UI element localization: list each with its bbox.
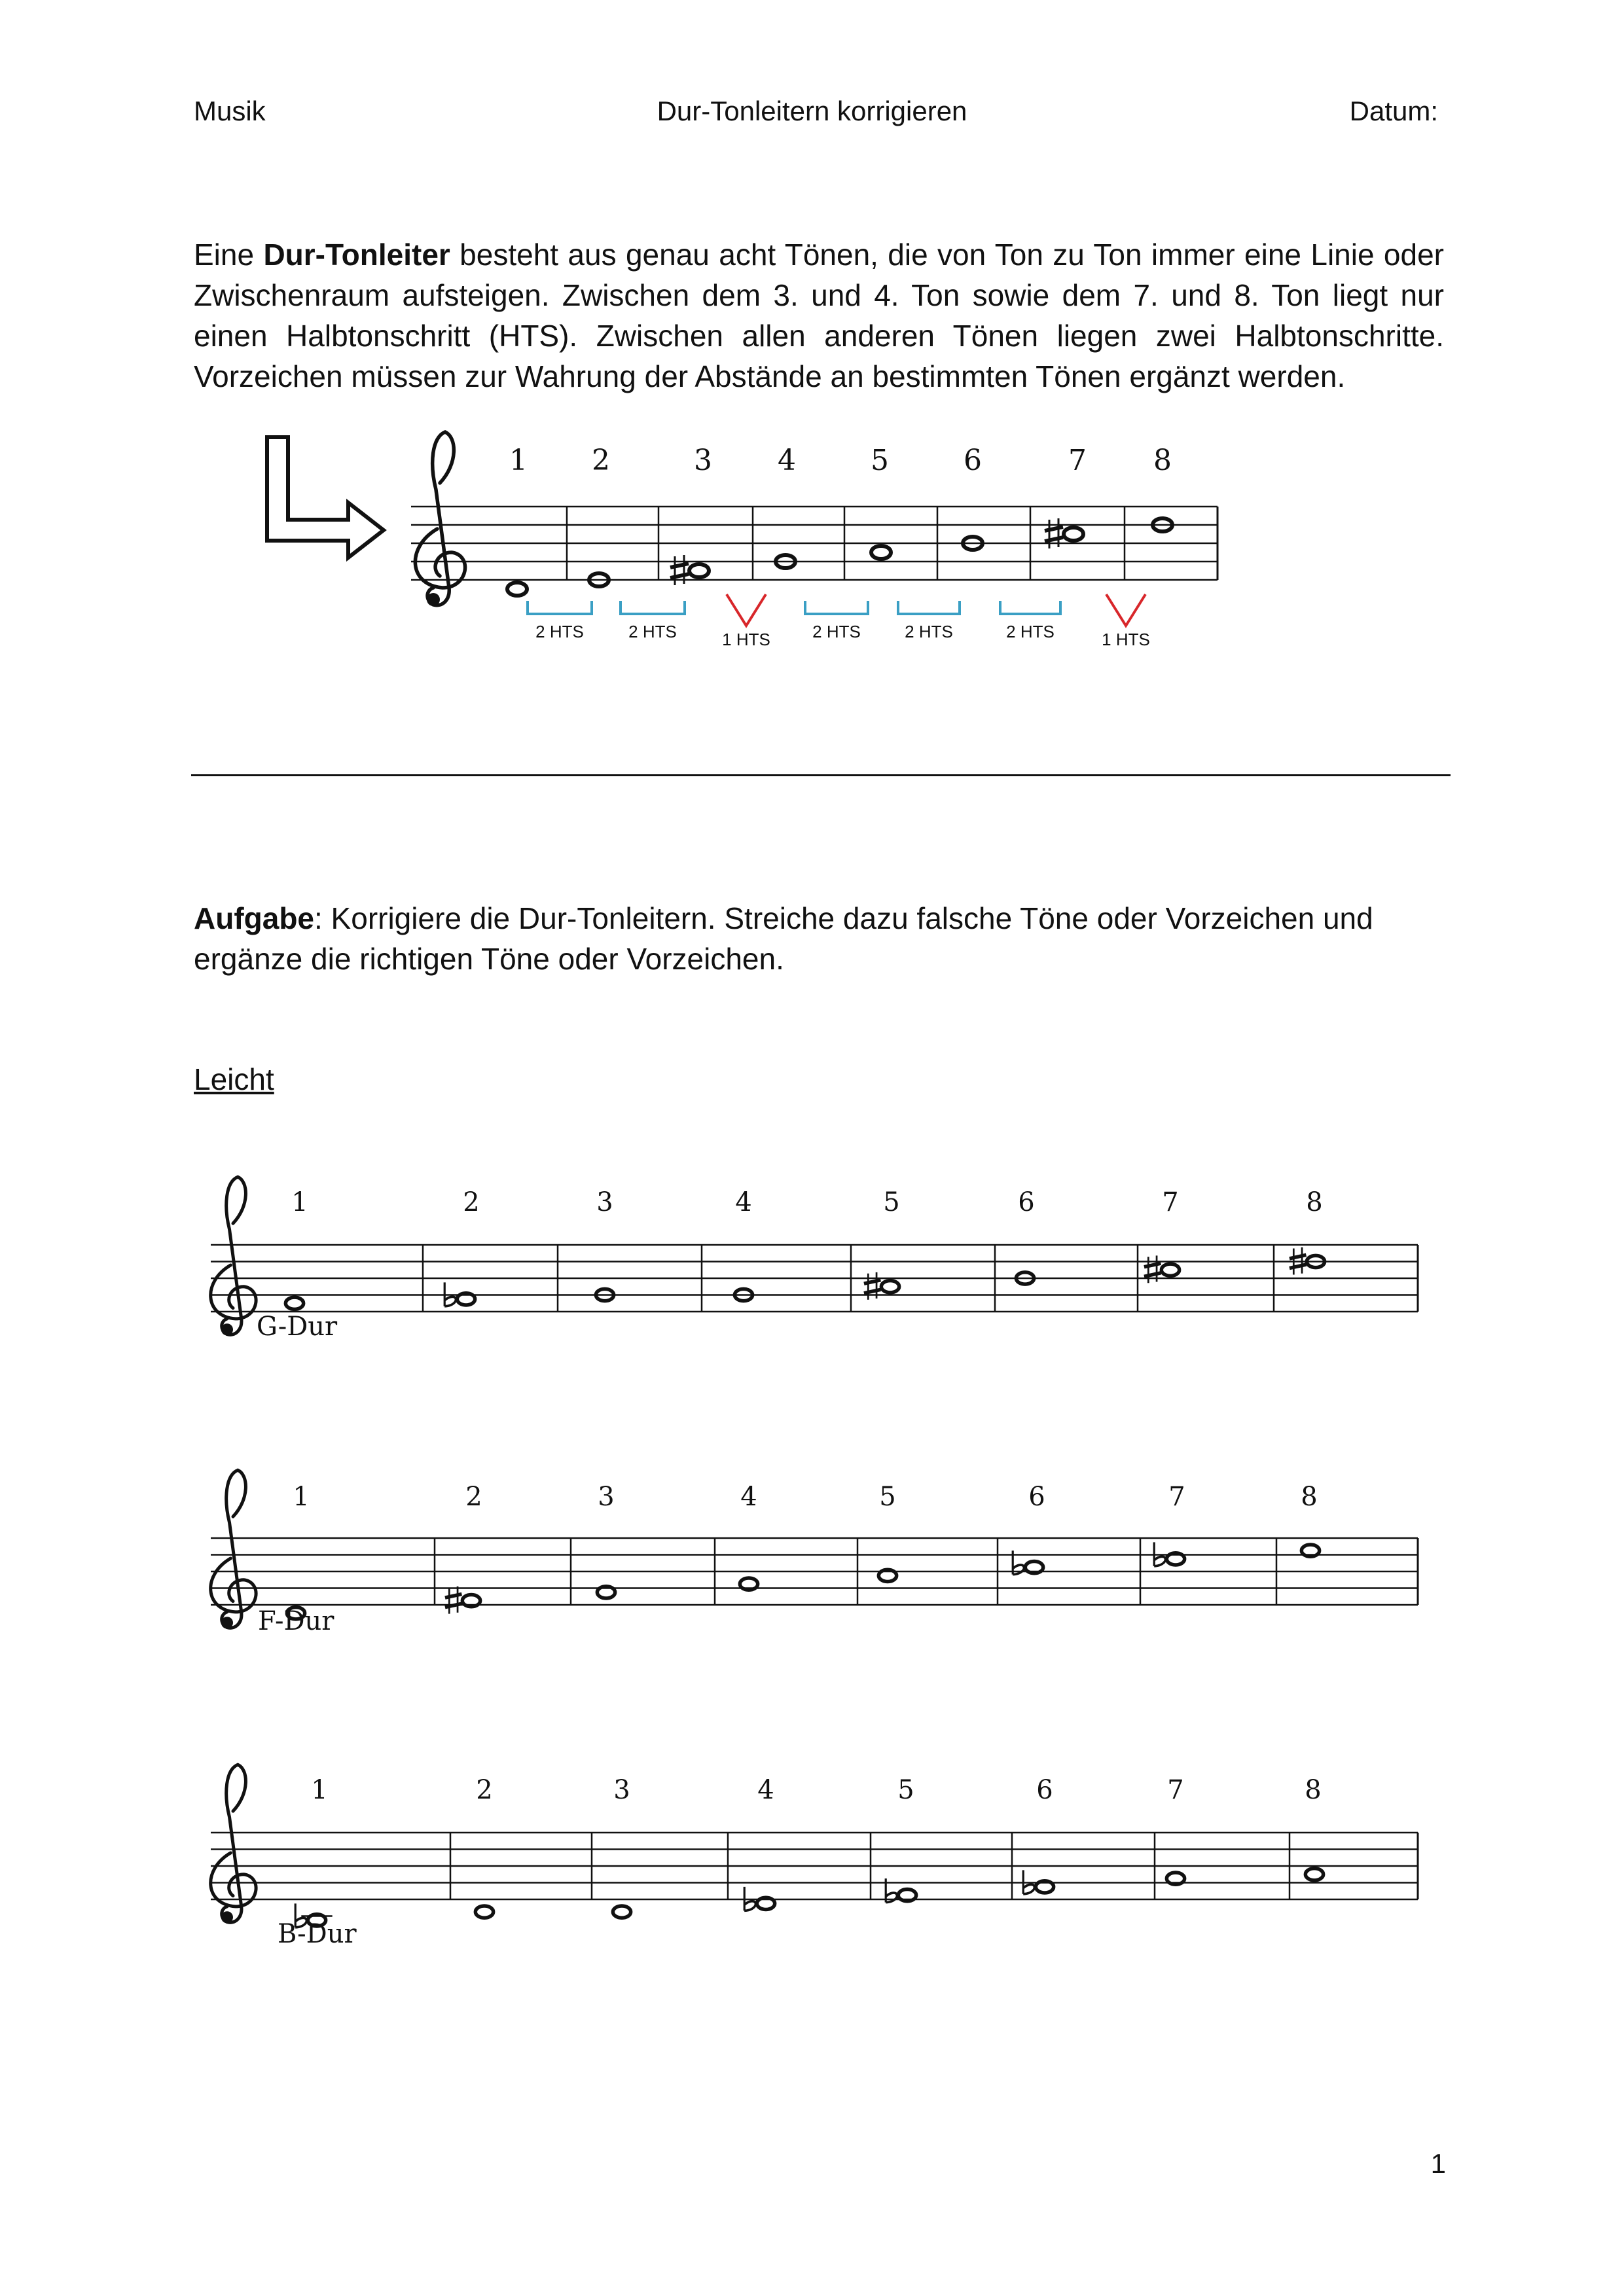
degree-label: 3 [598, 1482, 615, 1512]
interval-label: 2 HTS [535, 622, 584, 641]
degree-label: 1 [293, 1482, 310, 1512]
degree-label: 2 [465, 1482, 482, 1512]
degree-label: 7 [1068, 444, 1087, 477]
degree-label: 2 [476, 1775, 493, 1805]
degree-label: 4 [778, 444, 796, 477]
interval-label: 2 HTS [905, 622, 953, 641]
whole-step-bracket [621, 601, 685, 614]
exercise-staff-b-dur [211, 1765, 1418, 1949]
degree-label: 1 [291, 1187, 308, 1217]
degree-label: 7 [1168, 1482, 1185, 1512]
whole-note [689, 564, 709, 577]
whole-note [1166, 1873, 1184, 1884]
interval-label: 2 HTS [628, 622, 677, 641]
degree-label: 5 [897, 1775, 914, 1805]
degree-label: 7 [1167, 1775, 1184, 1805]
exercise-staff-f-dur [211, 1470, 1418, 1636]
degree-label: 1 [311, 1775, 328, 1805]
degree-label: 4 [740, 1482, 757, 1512]
example-staff [411, 432, 1218, 649]
intro-post: besteht aus genau acht Tönen, die von Ton zu Ton immer eine Linie oder Zwischenraum aufsteigen. Zwischen dem 3. und 4. Ton sowie dem 7. und 8. Ton liegt nur einen Halbtonschritt (HTS). Zwischen allen anderen Tönen liegen zwei Halbtonschritte. Vorzeichen müssen zur Wahrung der Abstände an bestimmten Tönen ergänzt werden. [194, 238, 1444, 393]
whole-note [462, 1595, 480, 1607]
whole-note [475, 1906, 493, 1918]
page-number: 1 [1430, 2148, 1446, 2179]
intro-pre: Eine [194, 238, 264, 272]
whole-note [1301, 1545, 1319, 1556]
degree-label: 6 [1036, 1775, 1053, 1805]
whole-note [740, 1578, 757, 1590]
scale-name: B-Dur [278, 1919, 357, 1949]
whole-note [1161, 1264, 1179, 1276]
interval-label: 2 HTS [1006, 622, 1055, 641]
whole-note [1064, 528, 1083, 541]
whole-step-bracket [528, 601, 592, 614]
whole-note [1036, 1881, 1053, 1893]
interval-label: 1 HTS [722, 630, 770, 649]
degree-label: 3 [694, 444, 712, 477]
degree-label: 6 [964, 444, 982, 477]
degree-label: 1 [509, 444, 528, 477]
task-instructions [194, 898, 1451, 979]
degree-label: 7 [1162, 1187, 1179, 1217]
header-date-label: Datum: [1349, 96, 1438, 126]
arrow-icon [267, 437, 384, 558]
whole-note [878, 1570, 896, 1581]
whole-step-bracket [898, 601, 960, 614]
difficulty-heading: Leicht [194, 1062, 274, 1096]
whole-note [1166, 1553, 1184, 1565]
degree-label: 8 [1153, 444, 1172, 477]
whole-step-bracket [1000, 601, 1060, 614]
whole-note [1025, 1562, 1043, 1573]
degree-label: 8 [1301, 1482, 1318, 1512]
degree-label: 4 [757, 1775, 774, 1805]
interval-label: 2 HTS [812, 622, 861, 641]
half-step-marker [727, 594, 766, 626]
whole-note [757, 1897, 774, 1909]
degree-label: 3 [596, 1187, 613, 1217]
whole-step-bracket [805, 601, 868, 614]
whole-note [457, 1293, 475, 1305]
header-title: Dur-Tonleitern korrigieren [657, 96, 967, 126]
whole-note [881, 1281, 899, 1293]
whole-note [1305, 1869, 1323, 1880]
whole-note [898, 1890, 916, 1901]
task-label: Aufgabe [194, 901, 314, 935]
degree-label: 8 [1305, 1775, 1322, 1805]
scale-name: F-Dur [258, 1606, 334, 1636]
intro-term: Dur-Tonleiter [263, 238, 450, 272]
whole-note [871, 546, 891, 559]
section-divider [191, 774, 1451, 776]
whole-note [507, 583, 527, 596]
degree-label: 5 [879, 1482, 896, 1512]
degree-label: 3 [613, 1775, 630, 1805]
sharp-icon [445, 1587, 462, 1614]
header-subject: Musik [194, 96, 266, 126]
whole-note [597, 1587, 615, 1598]
whole-note [285, 1297, 303, 1309]
scale-name: G-Dur [257, 1312, 338, 1342]
degree-label: 5 [883, 1187, 900, 1217]
degree-label: 5 [871, 444, 889, 477]
whole-note [613, 1906, 630, 1918]
degree-label: 6 [1028, 1482, 1045, 1512]
interval-label: 1 HTS [1102, 630, 1150, 649]
exercise-staff-g-dur [211, 1177, 1418, 1342]
degree-label: 2 [463, 1187, 480, 1217]
task-text: : Korrigiere die Dur-Tonleitern. Streiche dazu falsche Töne oder Vorzeichen und ergänze die richtigen Töne oder Vorzeichen. [194, 901, 1373, 976]
degree-label: 4 [735, 1187, 752, 1217]
degree-label: 8 [1306, 1187, 1323, 1217]
half-step-marker [1106, 594, 1146, 626]
degree-label: 2 [592, 444, 610, 477]
degree-label: 6 [1018, 1187, 1035, 1217]
